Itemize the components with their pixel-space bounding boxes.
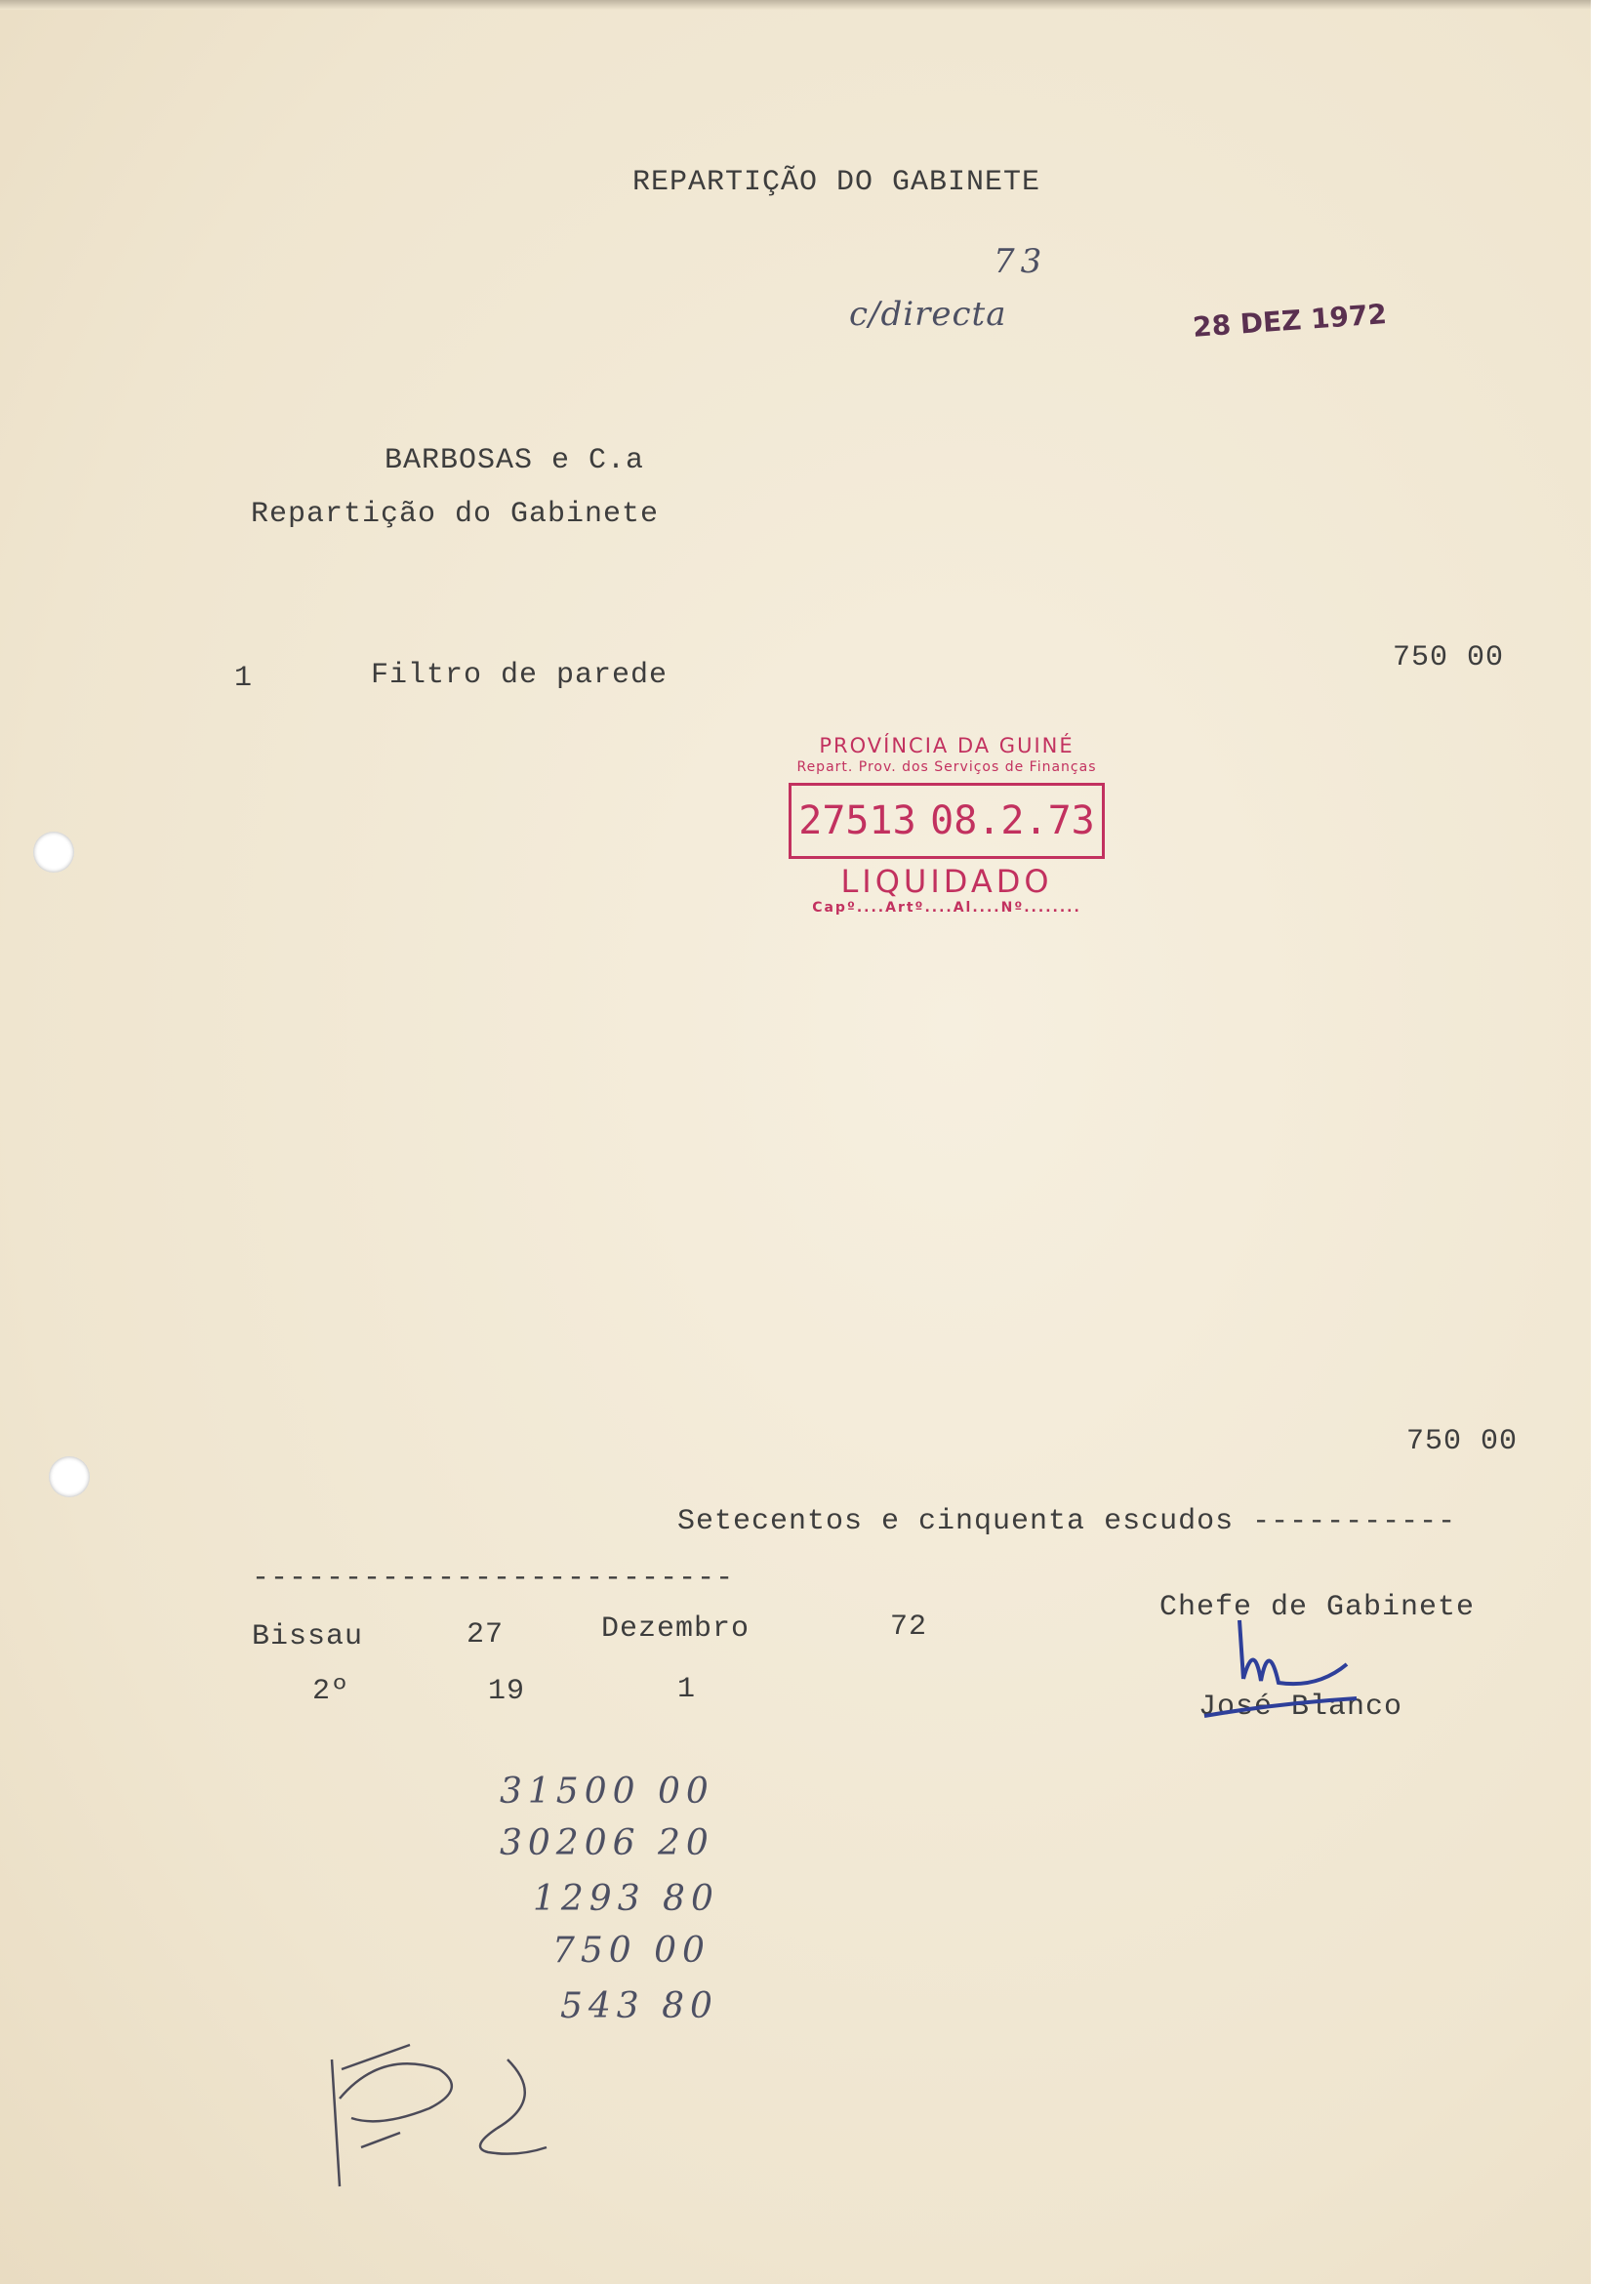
sub-number-1: 2º: [312, 1675, 350, 1708]
handwritten-number: 73: [994, 242, 1048, 281]
paper-top-edge: [0, 0, 1591, 10]
blue-signature: [1200, 1611, 1357, 1718]
item-amount: 750 00: [1393, 641, 1505, 674]
scan-margin: [1591, 0, 1624, 2284]
document-header: REPARTIÇÃO DO GABINETE: [632, 166, 1041, 199]
sub-number-3: 1: [677, 1673, 697, 1706]
stamp-box: [789, 783, 1105, 859]
calc-line: 543 80: [560, 1986, 718, 2026]
handwritten-initials: [322, 2040, 547, 2196]
year: 72: [890, 1611, 928, 1644]
punch-hole-top: [33, 832, 74, 873]
handwritten-note: c/directa: [849, 295, 1007, 334]
calc-line: 30206 20: [500, 1823, 714, 1863]
stamp-date: 08.2.73: [930, 798, 1095, 843]
sub-number-2: 19: [488, 1675, 526, 1708]
total-amount: 750 00: [1406, 1425, 1519, 1458]
stamp-province: PROVÍNCIA DA GUINÉ: [819, 734, 1075, 757]
stamp-department: Repart. Prov. dos Serviços de Finanças: [796, 759, 1097, 775]
date-stamp: 28 DEZ 1972: [1192, 298, 1388, 344]
item-description: Filtro de parede: [371, 659, 669, 692]
stamp-number: 27513: [798, 798, 916, 843]
signatory-title: Chefe de Gabinete: [1159, 1591, 1476, 1624]
finance-stamp: [761, 734, 1132, 939]
recipient-name: BARBOSAS e C.a: [385, 444, 645, 477]
dash-line: --------------------------: [252, 1562, 735, 1595]
item-quantity: 1: [234, 662, 254, 695]
signatory-name: José Blanco: [1198, 1691, 1403, 1724]
city: Bissau: [252, 1620, 364, 1653]
month: Dezembro: [601, 1612, 751, 1646]
recipient-department: Repartição do Gabinete: [251, 498, 660, 531]
day: 27: [467, 1618, 505, 1652]
stamp-fields: Capº....Artº....Al....Nº........: [812, 900, 1081, 916]
punch-hole-bottom: [49, 1456, 90, 1497]
stamp-status: LIQUIDADO: [840, 863, 1053, 900]
calc-line: 1293 80: [533, 1879, 719, 1919]
amount-in-words: Setecentos e cinquenta escudos -----------: [677, 1505, 1457, 1538]
calc-line: 31500 00: [500, 1772, 714, 1812]
calc-line: 750 00: [552, 1931, 710, 1971]
